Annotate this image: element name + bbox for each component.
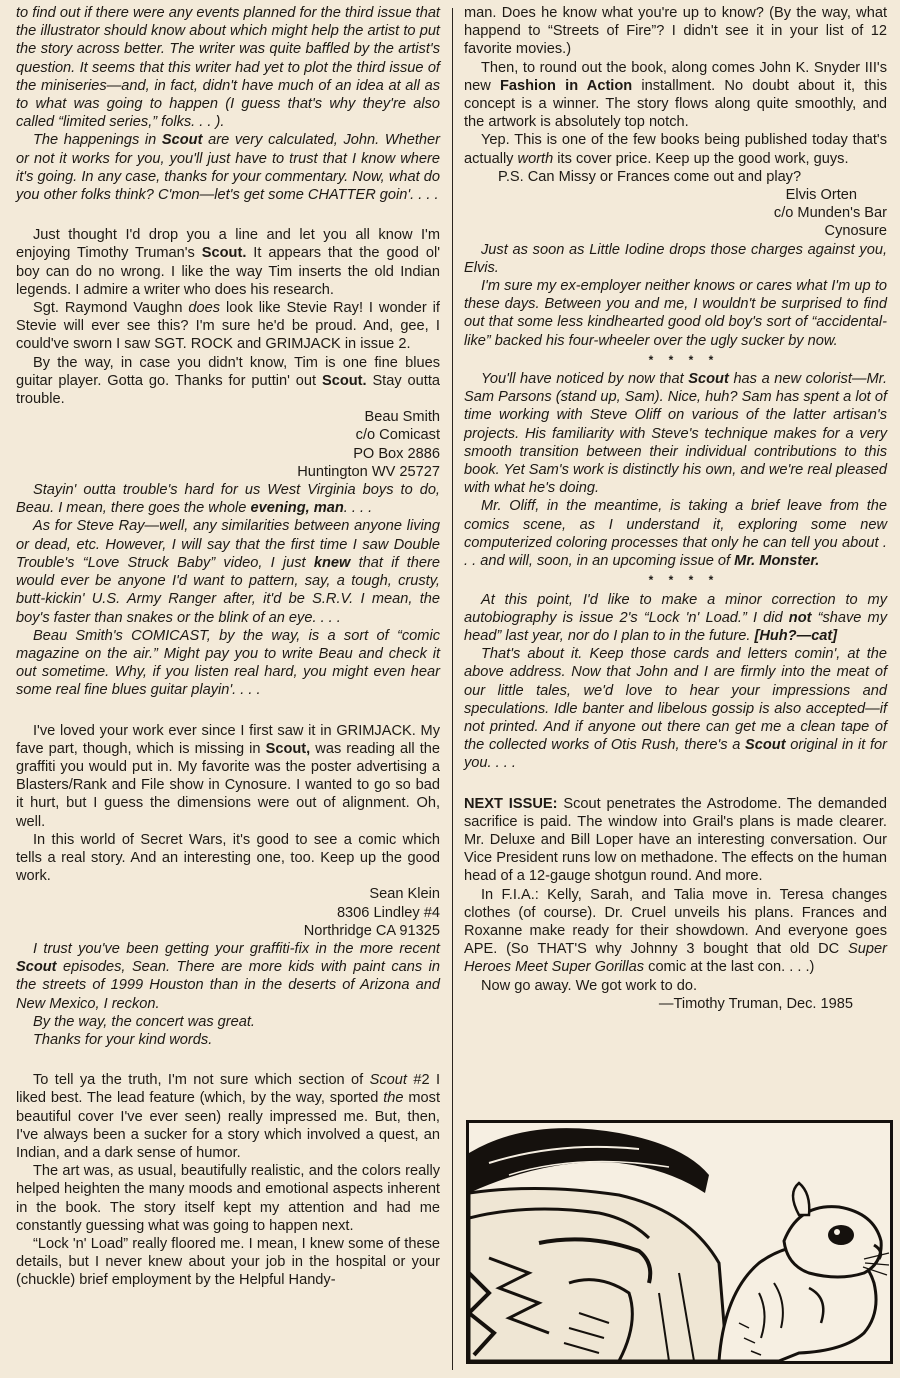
- sign-off: —Timothy Truman, Dec. 1985: [658, 995, 853, 1012]
- letter-paragraph: To tell ya the truth, I'm not sure which section of Scout #2 I liked best. The lead feature (which, by the way, sported the most beautiful cover I've ever seen) really impressed me. But, then, I've always been a sucker for a story which involved a quest, an Indian, and a dark sense of humor.: [16, 1072, 441, 1161]
- reply-paragraph: Beau Smith's COMICAST, by the way, is a sort of “comic magazine on the air.” Might pay you to write Beau and check it out sometime. Why, if you listen real hard, you might even hear some real fine blues guitar playin'. . . .: [16, 627, 440, 699]
- letter-paragraph: I've loved your work ever since I first saw it in GRIMJACK. My fave part, though, which is missing in Scout, was reading all the graffiti you would put in. My favorite was the poster advertising a Blasters/Rank and File show in Cynosure. I wanted to go so bad it hurt, but I guess the dimensions were out of alignment. Oh, well.: [16, 722, 441, 830]
- letter-paragraph: P.S. Can Missy or Frances come out and play?: [498, 168, 802, 185]
- letter-paragraph: “Lock 'n' Load” really floored me. I mean, I knew some of these details, but I never knew about your job in the hospital or your (chuckle) brief employment by the Helpful Handy-: [16, 1236, 440, 1289]
- reply-paragraph: Just as soon as Little Iodine drops those charges against you, Elvis.: [464, 241, 887, 276]
- editorial-paragraph: That's about it. Keep those cards and letters comin', at the above address. Now that John and I are firmly into the meat of our little tales, we'd love to hear your impressions and speculations. Idle banter and libelous gossip is also accepted—if not printed. And if anyone out there can get me a clean tape of the collected works of Otis Rush, there's a Scout original in it for you. . . .: [464, 646, 887, 772]
- reply-paragraph: By the way, the concert was great.: [33, 1013, 255, 1030]
- editorial-paragraph: Mr. Oliff, in the meantime, is taking a brief leave from the comics scene, as I understand it, exploring some new computerized coloring processes that only he can tell you about . . . and will, soon, in an upcoming issue of Mr. Monster.: [464, 498, 887, 570]
- reply-paragraph: The happenings in Scout are very calculated, John. Whether or not it works for you, you'll just have to trust that I know where it's going. In any case, thanks for your commentary. Now, what do you other folks think? C'mon—let's get some CHATTER goin'. . . .: [16, 132, 440, 204]
- column-divider: [452, 8, 453, 1370]
- editorial-paragraph: You'll have noticed by now that Scout has a new colorist—Mr. Sam Parsons (stand up, Sam). Nice, huh? Sam has spent a lot of time working with Steve Oliff on various of the latter artisan's projects. His familiarity with Steve's technique makes for a very smooth transition between their individual contributions to this book. Yet Sam's work is distinctly his own, and we're real pleased with what he's doing.: [464, 371, 888, 497]
- letter-paragraph: Sgt. Raymond Vaughn does look like Stevie Ray! I wonder if Stevie will ever see this? I'm sure he'd be proud. And, gee, I could've sworn I saw SGT. ROCK and GRIMJACK in issue 2.: [16, 300, 440, 353]
- squirrel-illustration: [466, 1120, 893, 1364]
- reply-paragraph: Stayin' outta trouble's hard for us West Virginia boys to do, Beau. I mean, there goes the whole evening, man. . . .: [16, 482, 440, 517]
- signature-block: Beau Smith c/o Comicast PO Box 2886 Huntington WV 25727: [297, 409, 440, 480]
- right-column: [464, 4, 887, 1013]
- reply-paragraph: As for Steve Ray—well, any similarities between anyone living or dead, etc. However, I will say that the first time I saw Double Trouble's “Love Struck Baby” video, I just knew that if there would ever be anyone I'd want to pattern, say, a tough, crusty, butt-kickin' U.S. Army Ranger after, it'd be S.R.V. I mean, the boy's faster than snakes or the blink of an eye. . . .: [16, 518, 441, 626]
- reply-paragraph: I trust you've been getting your graffiti-fix in the more recent Scout episodes, Sean. There are more kids with paint cans in the streets of 1999 Houston than in the deserts of Arizona and New Mexico, I reckon.: [16, 940, 440, 1012]
- letter-paragraph: By the way, in case you didn't know, Tim is one fine blues guitar player. Gotta go. Thanks for puttin' out Scout. Stay outta trouble.: [16, 354, 440, 408]
- letter-paragraph: Then, to round out the book, along comes John K. Snyder III's new Fashion in Action installment. No doubt about it, this concept is a winner. The story flows along quite smoothly, and the artwork is absolutely top notch.: [464, 59, 888, 131]
- reply-paragraph: I'm sure my ex-employer neither knows or cares what I'm up to these days. Between you and me, I wouldn't be surprised to find out that some less kindhearted good old boy's sort of “accidental-like” backed his four-wheeler over the ugly sucker by now.: [464, 278, 887, 349]
- signature-block: Elvis Orten c/o Munden's Bar Cynosure: [773, 187, 887, 240]
- section-separator: * * * *: [648, 573, 720, 588]
- letter-paragraph: The art was, as usual, beautifully realistic, and the colors really helped heighten the many moods and emotional aspects inherent in the book. The story itself kept my attention and had me constantly guessing what was going to happen next.: [16, 1163, 440, 1234]
- letter-paragraph: man. Does he know what you're up to know? (By the way, what happend to “Streets of Fire”? I didn't see it in your list of 12 favorite movies.): [464, 5, 887, 58]
- letter-paragraph: Just thought I'd drop you a line and let you all know I'm enjoying Timothy Truman's Scout. It appears that the good ol' boy can do no wrong. I like the way Tim inserts the old Indian legends. I admire a writer who does his research.: [16, 227, 440, 298]
- signature-block: Sean Klein 8306 Lindley #4 Northridge CA 91325: [303, 886, 440, 939]
- ink-drawing: [469, 1123, 890, 1361]
- left-column: [16, 4, 440, 1290]
- reply-paragraph: Thanks for your kind words.: [33, 1031, 213, 1048]
- next-issue-paragraph: Now go away. We got work to do.: [481, 977, 698, 994]
- reply-paragraph: to find out if there were any events planned for the third issue that the illustrator should know about which might help the artist to put the story across better. The writer was quite baffled by the artist's question. It seems that this writer had yet to plot the third issue of the miniseries—and, in fact, didn't have much of an idea at all as to what was going to happen (I guess that's why they're also called “limited series,” folks. . . ).: [16, 5, 440, 131]
- section-separator: * * * *: [648, 352, 720, 367]
- letter-paragraph: Yep. This is one of the few books being published today that's actually worth its cover price. Keep up the good work, guys.: [464, 132, 887, 167]
- next-issue-paragraph: In F.I.A.: Kelly, Sarah, and Talia move in. Teresa changes clothes (of course). Dr. Cruel unveils his plans. Frances and Roxanne make ready for their showdown. And everyone goes APE. (So THAT'S why Johnny 3 bought that old DC Super Heroes Meet Super Gorillas comic at the last con. . . .): [464, 886, 887, 976]
- letter-paragraph: In this world of Secret Wars, it's good to see a comic which tells a real story. And an interesting one, too. Keep up the good work.: [16, 831, 440, 885]
- editorial-paragraph: At this point, I'd like to make a minor correction to my autobiography is issue 2's “Lock 'n' Load.” I did not “shave my head” last year, nor do I plan to in the future. [Huh?—cat]: [464, 591, 888, 644]
- next-issue-paragraph: NEXT ISSUE: Scout penetrates the Astrodome. The demanded sacrifice is paid. The window into Grail's plans is made clearer. Mr. Deluxe and Bill Loper have an interesting conversation. Our Vice President runs low on methadone. The effects on the human head of a 12-gauge shotgun round. And more.: [464, 795, 888, 885]
